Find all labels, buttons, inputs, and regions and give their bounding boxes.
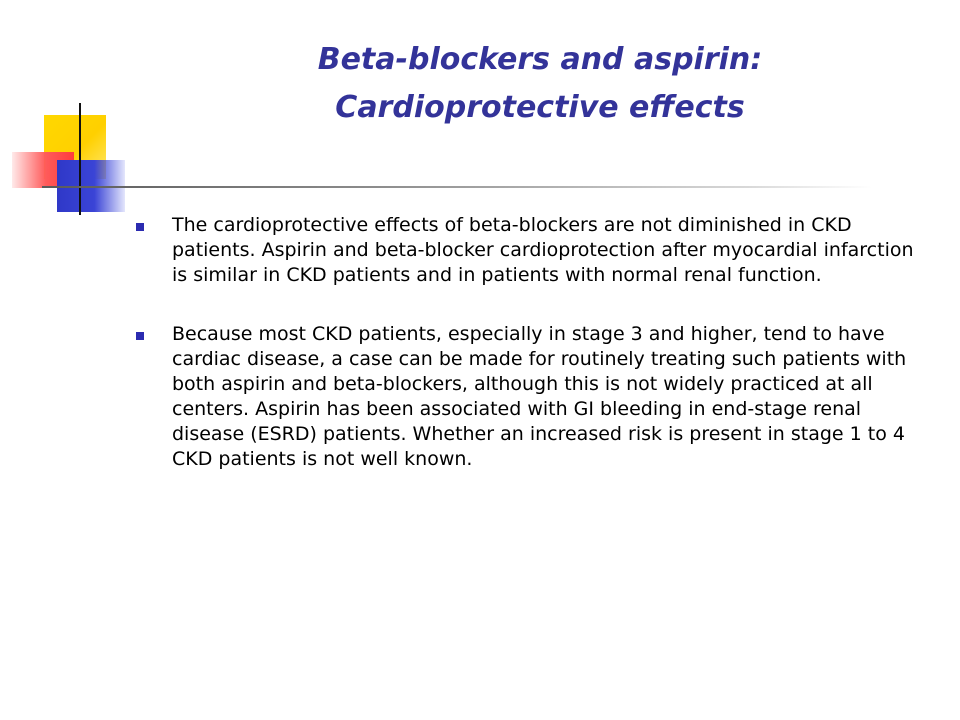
slide-title [150, 36, 930, 132]
bullet-square-icon [136, 332, 144, 340]
bullet-text-2: Because most CKD patients, especially in stage 3 and higher, tend to have cardiac disease, a case can be made for routinely treating such patients with both aspirin and beta-blockers, although this is not widely practiced at all centers. Aspirin has been associated with GI bleeding in end-stage renal disease (ESRD) patients. Whether an increased risk is present in stage 1 to 4 CKD patients is not well known. [172, 323, 907, 470]
decorative-vertical-line [79, 103, 81, 215]
bullet-square-icon [136, 223, 144, 231]
bullet-list [132, 213, 932, 506]
bullet-text-1: The cardioprotective effects of beta-blockers are not diminished in CKD patients. Aspirin and beta-blocker cardioprotection after myocardial infarction is similar in CKD patients and in patients with normal renal function. [172, 214, 914, 286]
slide-title-line-1: Beta-blockers and aspirin: [317, 42, 763, 77]
slide-title-line-2: Cardioprotective effects [335, 90, 745, 125]
title-divider-line [42, 186, 872, 188]
bullet-item-1 [132, 213, 932, 288]
bullet-item-2 [132, 322, 932, 472]
